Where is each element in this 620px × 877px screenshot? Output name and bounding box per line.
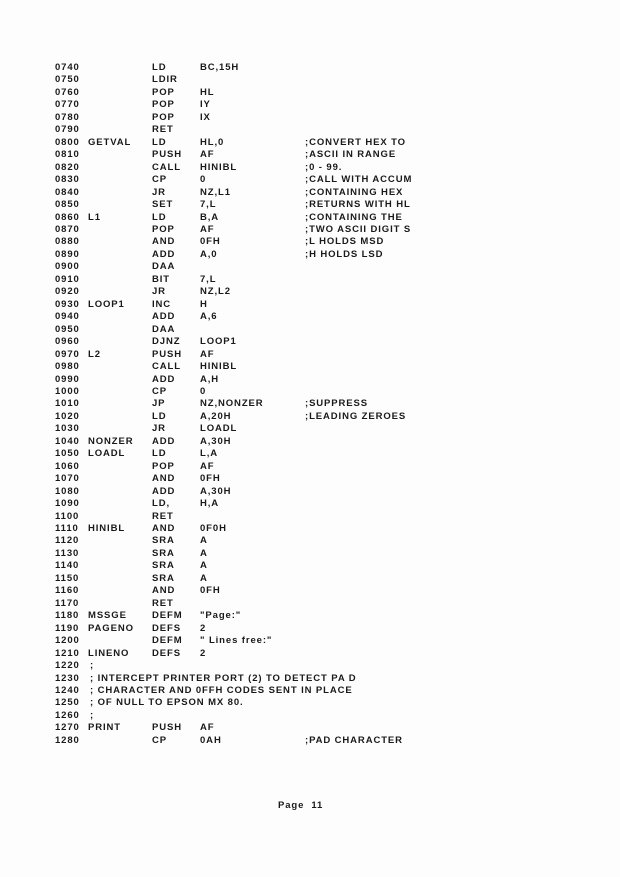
opcode: PUSH (152, 149, 182, 161)
operand: A (200, 535, 208, 547)
comment-line: ; (90, 709, 95, 721)
line-number: 1030 (55, 423, 80, 435)
line-number: 1020 (55, 410, 80, 422)
label: MSSGE (88, 610, 127, 622)
operand: H,A (200, 498, 220, 510)
line-number: 0790 (55, 124, 80, 136)
opcode: LD (152, 211, 167, 223)
label: NONZER (88, 435, 134, 447)
opcode: LD (152, 448, 167, 460)
opcode: RET (152, 510, 174, 522)
opcode: AND (152, 523, 176, 535)
comment-line: ; (90, 660, 95, 672)
comment: ;SUPPRESS (305, 398, 369, 410)
line-number: 1230 (55, 672, 80, 684)
line-number: 0750 (55, 74, 80, 86)
opcode: JP (152, 398, 166, 410)
operand: NZ,L2 (200, 286, 231, 298)
opcode: LD (152, 62, 167, 73)
label: L1 (88, 211, 101, 223)
operand: 0F0H (200, 523, 227, 535)
opcode: SET (152, 199, 174, 211)
operand: L,A (200, 448, 219, 460)
opcode: AND (152, 473, 176, 485)
label: HINIBL (88, 523, 126, 535)
operand: IY (200, 99, 211, 111)
line-number: 0780 (55, 111, 80, 123)
line-number: 0850 (55, 199, 80, 211)
line-number: 1210 (55, 647, 80, 659)
line-number: 1080 (55, 485, 80, 497)
line-number: 1060 (55, 460, 80, 472)
opcode: DAA (152, 261, 176, 273)
opcode: ADD (152, 373, 176, 385)
line-number: 0880 (55, 236, 80, 248)
line-number: 1140 (55, 560, 80, 572)
line-number: 1220 (55, 660, 80, 672)
operand: A,20H (200, 410, 232, 422)
opcode: BIT (152, 273, 171, 285)
comment: ;CONTAINING THE (305, 211, 403, 223)
opcode: AND (152, 236, 176, 248)
line-number: 0980 (55, 361, 80, 373)
opcode: RET (152, 597, 174, 609)
operand: "Page:" (200, 610, 242, 622)
line-number: 1000 (55, 385, 80, 397)
operand: 0FH (200, 473, 221, 485)
line-number: 0740 (55, 62, 80, 73)
line-number: 0910 (55, 273, 80, 285)
opcode: SRA (152, 547, 175, 559)
operand: AF (200, 149, 215, 161)
operand: NZ,L1 (200, 186, 231, 198)
opcode: POP (152, 111, 175, 123)
operand: 0 (200, 174, 207, 186)
comment: ;RETURNS WITH HL (305, 199, 411, 211)
opcode: SRA (152, 572, 175, 584)
line-number: 1240 (55, 685, 80, 696)
line-number: 0900 (55, 261, 80, 273)
opcode: LD (152, 136, 167, 148)
line-number: 0990 (55, 373, 80, 385)
line-number: 1120 (55, 535, 80, 547)
operand: HINIBL (200, 161, 238, 173)
comment: ;ASCII IN RANGE (305, 149, 397, 161)
line-number: 0770 (55, 99, 80, 111)
line-number: 1100 (55, 510, 80, 522)
opcode: DEFM (152, 635, 183, 647)
operand: 0AH (200, 734, 222, 746)
opcode: LD, (152, 498, 171, 510)
line-number: 0920 (55, 286, 80, 298)
operand: B,A (200, 211, 220, 223)
operand: A (200, 572, 208, 584)
comment: ;0 - 99. (305, 161, 343, 173)
operand: AF (200, 722, 215, 734)
label: LOOP1 (88, 298, 125, 310)
opcode: AND (152, 585, 176, 597)
operand: A,0 (200, 248, 218, 260)
opcode: PUSH (152, 722, 182, 734)
line-number: 1190 (55, 622, 80, 634)
page-number: Page 11 (278, 800, 324, 811)
comment-line: ; CHARACTER AND 0FFH CODES SENT IN PLACE (90, 685, 353, 696)
comment: ;L HOLDS MSD (305, 236, 385, 248)
opcode: JR (152, 286, 166, 298)
line-number: 1110 (55, 523, 79, 535)
opcode: DEFS (152, 647, 181, 659)
opcode: DEFS (152, 622, 181, 634)
comment: ;CONVERT HEX TO (305, 136, 406, 148)
opcode: INC (152, 298, 172, 310)
operand: A,30H (200, 485, 232, 497)
opcode: ADD (152, 311, 176, 323)
line-number: 0890 (55, 248, 80, 260)
comment-line: ; OF NULL TO EPSON MX 80. (90, 697, 244, 709)
opcode: ADD (152, 435, 176, 447)
opcode: POP (152, 460, 175, 472)
line-number: 0840 (55, 186, 80, 198)
opcode: SRA (152, 535, 175, 547)
operand: 2 (200, 647, 207, 659)
opcode: CP (152, 734, 167, 746)
line-number: 0950 (55, 323, 80, 335)
line-number: 1280 (55, 734, 80, 746)
line-number: 0960 (55, 336, 80, 348)
operand: 0FH (200, 236, 221, 248)
line-number: 1010 (55, 398, 80, 410)
opcode: CP (152, 174, 167, 186)
opcode: CP (152, 385, 167, 397)
opcode: DJNZ (152, 336, 181, 348)
line-number: 1050 (55, 448, 80, 460)
operand: A,30H (200, 435, 232, 447)
comment: ;H HOLDS LSD (305, 248, 384, 260)
label: L2 (88, 348, 101, 360)
line-number: 0830 (55, 174, 80, 186)
line-number: 1150 (55, 572, 80, 584)
comment: ;TWO ASCII DIGIT S (305, 223, 412, 235)
operand: 7,L (200, 273, 217, 285)
label: PAGENO (88, 622, 134, 634)
operand: A,H (200, 373, 220, 385)
operand: " Lines free:" (200, 635, 273, 647)
opcode: CALL (152, 361, 181, 373)
opcode: RET (152, 124, 174, 136)
comment: ;LEADING ZEROES (305, 410, 407, 422)
line-number: 1170 (55, 597, 80, 609)
operand: AF (200, 223, 215, 235)
opcode: LD (152, 410, 167, 422)
operand: 2 (200, 622, 207, 634)
opcode: POP (152, 86, 175, 98)
line-number: 1040 (55, 435, 80, 447)
line-number: 1270 (55, 722, 80, 734)
opcode: JR (152, 186, 166, 198)
operand: AF (200, 348, 215, 360)
operand: LOADL (200, 423, 238, 435)
label: LINENO (88, 647, 130, 659)
opcode: CALL (152, 161, 181, 173)
opcode: POP (152, 223, 175, 235)
opcode: ADD (152, 248, 176, 260)
line-number: 1260 (55, 709, 80, 721)
line-number: 1130 (55, 547, 80, 559)
opcode: SRA (152, 560, 175, 572)
comment-line: ; INTERCEPT PRINTER PORT (2) TO DETECT PA D (90, 672, 357, 684)
label: LOADL (88, 448, 126, 460)
operand: HL (200, 86, 215, 98)
line-number: 1250 (55, 697, 80, 709)
opcode: ADD (152, 485, 176, 497)
line-number: 0820 (55, 161, 80, 173)
line-number: 0940 (55, 311, 80, 323)
line-number: 1090 (55, 498, 80, 510)
opcode: PUSH (152, 348, 182, 360)
line-number: 0970 (55, 348, 80, 360)
comment: ;CONTAINING HEX (305, 186, 404, 198)
opcode: JR (152, 423, 166, 435)
operand: AF (200, 460, 215, 472)
operand: 0 (200, 385, 207, 397)
operand: HINIBL (200, 361, 238, 373)
line-number: 0870 (55, 223, 80, 235)
opcode: DAA (152, 323, 176, 335)
comment: ;PAD CHARACTER (305, 734, 403, 746)
label: GETVAL (88, 136, 132, 148)
operand: IX (200, 111, 211, 123)
opcode: DEFM (152, 610, 183, 622)
line-number: 0760 (55, 86, 80, 98)
line-number: 0800 (55, 136, 80, 148)
operand: LOOP1 (200, 336, 237, 348)
operand: A,6 (200, 311, 218, 323)
operand: A (200, 547, 208, 559)
operand: H (200, 298, 208, 310)
comment: ;CALL WITH ACCUM (305, 174, 413, 186)
operand: NZ,NONZER (200, 398, 264, 410)
operand: A (200, 560, 208, 572)
operand: BC,15H (200, 62, 240, 73)
line-number: 0930 (55, 298, 80, 310)
line-number: 1160 (55, 585, 80, 597)
operand: HL,0 (200, 136, 225, 148)
line-number: 0810 (55, 149, 80, 161)
line-number: 1200 (55, 635, 80, 647)
operand: 0FH (200, 585, 221, 597)
label: PRINT (88, 722, 121, 734)
opcode: POP (152, 99, 175, 111)
line-number: 1180 (55, 610, 80, 622)
line-number: 1070 (55, 473, 80, 485)
operand: 7,L (200, 199, 217, 211)
opcode: LDIR (152, 74, 178, 86)
line-number: 0860 (55, 211, 80, 223)
